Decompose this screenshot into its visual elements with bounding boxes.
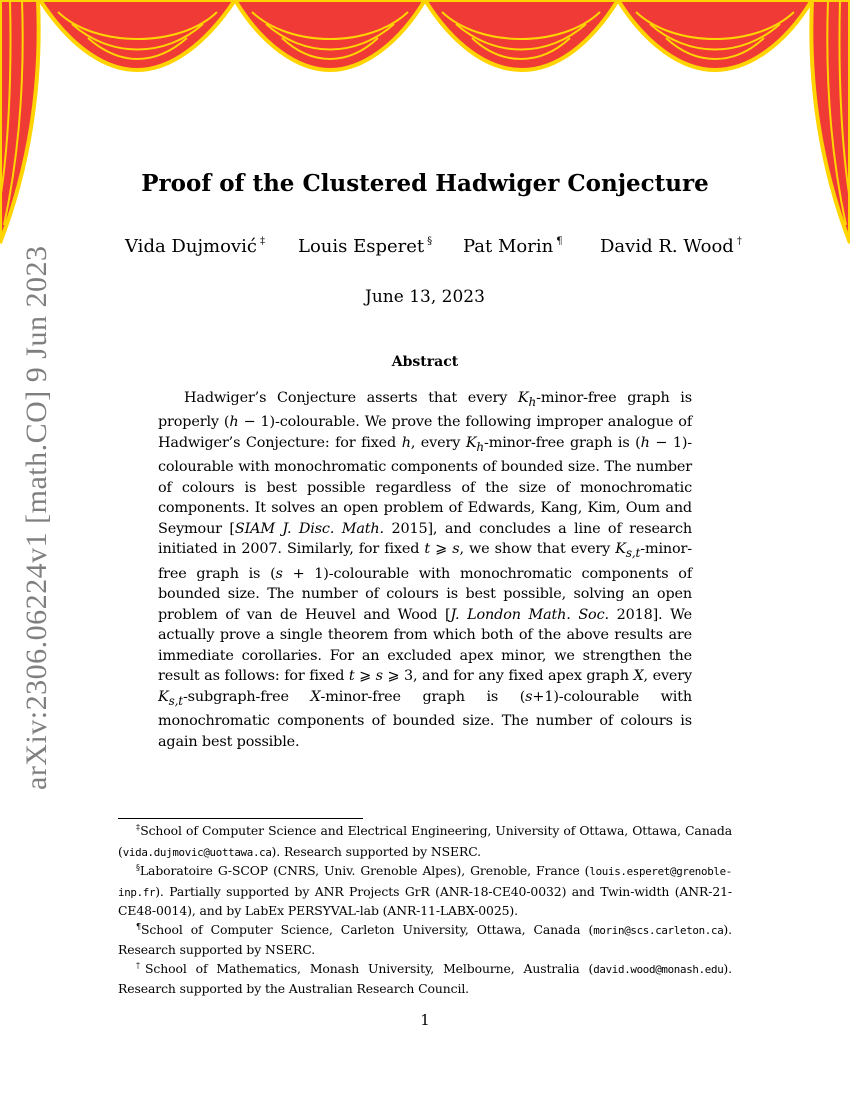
email-link[interactable]: louis.esperet@grenoble-inp.fr	[118, 865, 732, 899]
author-footnote-mark: ¶	[556, 236, 563, 247]
footnote-item: ‡School of Computer Science and Electrical Engineering, University of Ottawa, Ottawa, Canada (vida.dujmovic@uottawa.ca). Research supported by NSERC.	[118, 823, 733, 859]
author-footnote-mark: ‡	[259, 236, 265, 247]
footnote-item: †School of Mathematics, Monash University, Melbourne, Australia (david.wood@monash.edu). Research supported by the Australian Research Council.	[118, 960, 732, 996]
abstract-text: Hadwiger’s Conjecture asserts that every $K_h-minor$-free graph is properly (h − 1)-colourable. We prove the following improper analogue of Hadwiger’s Conjecture: for fixed h, every $K_h-minor$-free graph is (h − 1)-colourable with monochromatic components of bounded size. The number of colours is best possible regardless of the size of monochromatic components. It solves an open problem of Edwards, Kang, Kim, Oum and Seymour [SIAM J. Disc. Math. 2015], and concludes a line of research initiated in 2007. Similarly, for fixed t ⩾ s, we show that every $K_{s,t}-minor$-free graph is (s + 1)-colourable with monochromatic components of bounded size. The number of colours is best possible, solving an open problem of van de Heuvel and Wood [J. London Math. Soc. 2018]. We actually prove a single theorem from which both of the above results are immediate corollaries. For an excluded apex minor, we strengthen the result as follows: for fixed t ⩾ s ⩾ 3, and for any fixed apex graph X, every $K_{s,t}-subgraph$-free X-minor-free graph is (s+1)-colourable with monochromatic components of bounded size. The number of colours is again best possible.	[158, 390, 693, 750]
footnote-item: ¶School of Computer Science, Carleton University, Ottawa, Canada (morin@scs.carleton.ca). Research supported by NSERC.	[118, 921, 732, 957]
author-footnote-mark: †	[736, 236, 742, 247]
author-name: Pat Morin	[463, 236, 554, 257]
footnote-divider	[118, 818, 363, 819]
footnote-list	[118, 822, 732, 999]
email-link[interactable]: david.wood@monash.edu	[593, 962, 724, 976]
abstract-heading: Abstract	[391, 354, 459, 370]
page-number: 1	[420, 1011, 430, 1029]
author-3	[463, 236, 563, 257]
email-link[interactable]: vida.dujmovic@uottawa.ca	[122, 845, 272, 859]
author-name: Vida Dujmović	[125, 236, 257, 257]
author-4	[600, 236, 742, 257]
author-footnote-mark: §	[427, 236, 433, 247]
author-name: David R. Wood	[600, 236, 734, 257]
paper-title: Proof of the Clustered Hadwiger Conjecture	[141, 170, 709, 197]
paper-date: June 13, 2023	[365, 287, 485, 307]
author-2	[298, 236, 432, 257]
theater-curtain-decoration	[0, 0, 850, 260]
arxiv-identifier-stamp: arXiv:2306.06224v1 [math.CO] 9 Jun 2023	[20, 245, 53, 790]
footnote-item: §Laboratoire G-SCOP (CNRS, Univ. Grenoble Alpes), Grenoble, France (louis.esperet@grenoble-inp.fr). Partially supported by ANR Projects GrR (ANR-18-CE40-0032) and Twin-width (ANR-21-CE48-0014), and by LabEx PERSYVAL-lab (ANR-11-LABX-0025).	[118, 863, 732, 918]
author-1	[125, 236, 265, 257]
author-name: Louis Esperet	[298, 236, 425, 257]
email-link[interactable]: morin@scs.carleton.ca	[593, 923, 724, 937]
